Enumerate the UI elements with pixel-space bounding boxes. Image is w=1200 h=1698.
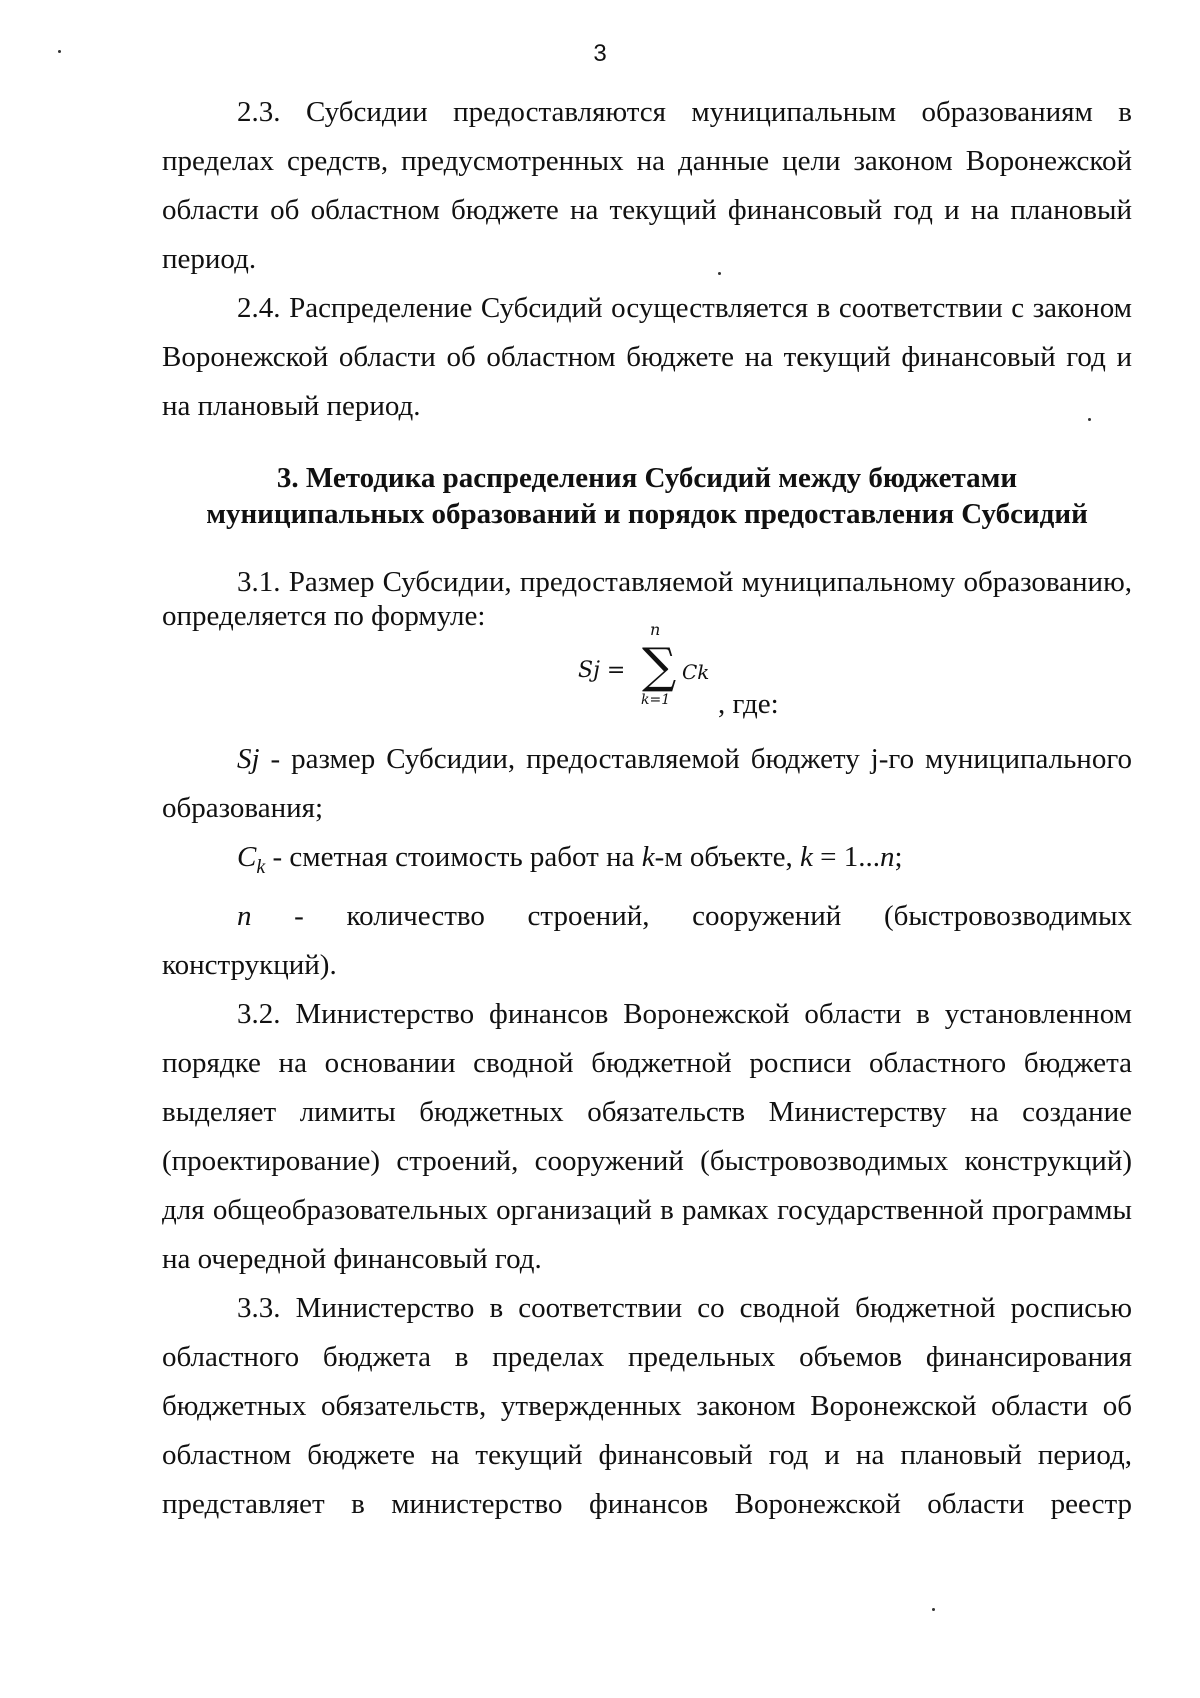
formula-lhs: Sj = [578, 658, 626, 683]
paragraph-3-1: 3.1. Размер Субсидии, предоставляемой муниципальному образованию, определяется по формуле: [162, 566, 1132, 632]
n-word-5: (быстровозводимых [883, 899, 1132, 932]
paragraph-2-3: 2.3. Субсидии предоставляются муниципальным образованиям в пределах средств, предусмотренных на данные цели законом Воронежской области об областном бюджете на текущий финансовый год и на плановый период. [162, 96, 1132, 275]
formula-lower-limit: k=1 [641, 692, 671, 708]
n-word-3: строений, [527, 899, 650, 932]
definition-n [162, 892, 1132, 941]
section-3-heading [162, 460, 1132, 532]
sj-symbol: Sj [237, 743, 260, 775]
n-word-4: сооружений [692, 899, 842, 932]
subsidy-formula [578, 620, 838, 720]
page-number: 3 [593, 40, 607, 67]
definitions-block [162, 735, 1132, 1529]
section-2-text [162, 88, 1132, 431]
definition-sj [162, 735, 1132, 833]
formula-upper-limit: n [650, 620, 661, 639]
n-word-1: - [294, 899, 304, 932]
definition-n-tail: конструкций). [162, 948, 337, 981]
ck-subscript: k [256, 855, 266, 878]
ck-k2: k [800, 841, 813, 873]
ck-text-4: ; [894, 841, 903, 873]
scan-speck [58, 50, 61, 53]
n-word-0: n [237, 899, 252, 932]
ck-text-3: = 1... [812, 841, 881, 873]
definition-ck [162, 833, 1132, 892]
paragraph-3-2: 3.2. Министерство финансов Воронежской области в установленном порядке на основании сводной бюджетной росписи областного бюджета выделяет лимиты бюджетных обязательств Министерству на создание (проектирование) строений, сооружений (быстровозводимых конструкций) для общеобразовательных организаций в рамках государственной программы на очередной финансовый год. [162, 997, 1132, 1275]
ck-symbol: C [237, 841, 257, 873]
sj-text: - размер Субсидии, предоставляемой бюджету j-го муниципального образования; [162, 743, 1132, 824]
paragraph-3-3: 3.3. Министерство в соответствии со сводной бюджетной росписью областного бюджета в пределах предельных объемов финансирования бюджетных обязательств, утвержденных законом Воронежской области об областном бюджете на текущий финансовый год и на плановый период, представляет в министерство финансов Воронежской области реестр [162, 1291, 1132, 1520]
formula-where: , где: [718, 688, 779, 720]
ck-text-2: -м объекте, [654, 841, 801, 873]
heading-line-1: 3. Методика распределения Субсидий между бюджетами [276, 462, 1018, 494]
formula-term: Ck [682, 660, 710, 684]
ck-text-1: - сметная стоимость работ на [265, 841, 642, 873]
scan-speck [932, 1608, 935, 1611]
sigma-icon: ∑ [642, 638, 677, 694]
ck-n: n [880, 841, 895, 873]
scan-speck [1088, 418, 1091, 421]
n-word-2: количество [346, 899, 485, 932]
ck-k1: k [641, 841, 655, 873]
scan-speck [718, 272, 721, 275]
heading-line-2: муниципальных образований и порядок предоставления Субсидий [206, 498, 1088, 530]
paragraph-2-4: 2.4. Распределение Субсидий осуществляется в соответствии с законом Воронежской области об областном бюджете на текущий финансовый год и на плановый период. [162, 292, 1132, 422]
